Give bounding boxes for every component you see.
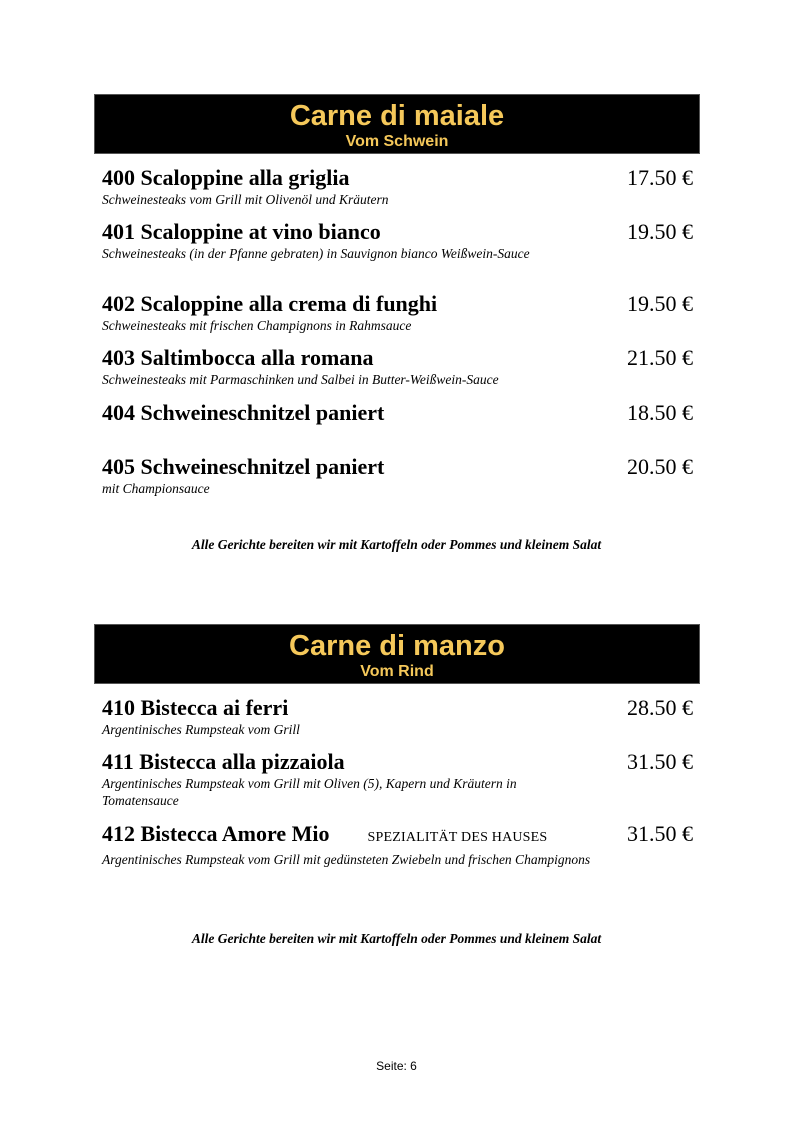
item-name: 401 Scaloppine at vino bianco (102, 219, 381, 244)
item-name (102, 821, 698, 851)
item-price: 20.50 € (627, 454, 693, 479)
item-price: 28.50 € (627, 695, 693, 720)
menu-item-404 (102, 400, 698, 426)
item-name: 404 Schweineschnitzel paniert (102, 400, 385, 425)
item-description: Schweinesteaks mit frischen Champignons in Rahmsauce (102, 318, 412, 333)
item-name: 400 Scaloppine alla griglia (102, 165, 350, 190)
item-price: 18.50 € (627, 400, 693, 425)
item-price: 31.50 € (627, 749, 693, 774)
item-description: Argentinisches Rumpsteak vom Grill (102, 722, 300, 737)
item-price: 19.50 € (627, 291, 693, 316)
item-name-text: 412 Bistecca Amore Mio (102, 821, 330, 846)
item-description: Argentinisches Rumpsteak vom Grill mit gedünsteten Zwiebeln und frischen Champignons (102, 852, 591, 867)
item-description: Argentinisches Rumpsteak vom Grill mit Oliven (5), Kapern und Kräutern in Tomatensauce (102, 776, 517, 808)
section-subtitle: Vom Rind (360, 663, 434, 680)
menu-item-401 (102, 219, 698, 262)
section-beef (94, 624, 700, 684)
menu-item-403 (102, 345, 698, 388)
item-description: mit Championsauce (102, 481, 210, 496)
menu-item-402 (102, 291, 698, 334)
menu-item-411 (102, 749, 698, 809)
menu-item-412 (102, 821, 698, 868)
item-name: 403 Saltimbocca alla romana (102, 345, 374, 370)
side-dish-note: Alle Gerichte bereiten wir mit Kartoffeln oder Pommes und kleinem Salat (191, 537, 602, 552)
item-name: 405 Schweineschnitzel paniert (102, 454, 385, 479)
menu-item-410 (102, 695, 698, 738)
item-price: 21.50 € (627, 345, 693, 370)
section-title: Carne di manzo (289, 630, 505, 662)
page-number: Seite: 6 (376, 1059, 417, 1073)
side-dish-note: Alle Gerichte bereiten wir mit Kartoffeln oder Pommes und kleinem Salat (191, 931, 602, 946)
item-price: 17.50 € (627, 165, 693, 190)
specialty-label: SPEZIALITÄT DES HAUSES (367, 830, 548, 845)
item-name: 411 Bistecca alla pizzaiola (102, 749, 345, 774)
item-description: Schweinesteaks (in der Pfanne gebraten) in Sauvignon bianco Weißwein-Sauce (102, 246, 530, 261)
item-description: Schweinesteaks vom Grill mit Olivenöl und Kräutern (102, 192, 389, 207)
section-subtitle: Vom Schwein (345, 133, 449, 150)
section-pork (94, 94, 700, 154)
item-price: 31.50 € (627, 821, 693, 846)
item-price: 19.50 € (627, 219, 693, 244)
item-name: 410 Bistecca ai ferri (102, 695, 289, 720)
section-banner (94, 94, 700, 154)
menu-item-400 (102, 165, 698, 208)
item-name: 402 Scaloppine alla crema di funghi (102, 291, 438, 316)
section-title: Carne di maiale (289, 100, 505, 132)
item-description: Schweinesteaks mit Parmaschinken und Salbei in Butter-Weißwein-Sauce (102, 372, 499, 387)
menu-item-405 (102, 454, 698, 497)
section-banner (94, 624, 700, 684)
